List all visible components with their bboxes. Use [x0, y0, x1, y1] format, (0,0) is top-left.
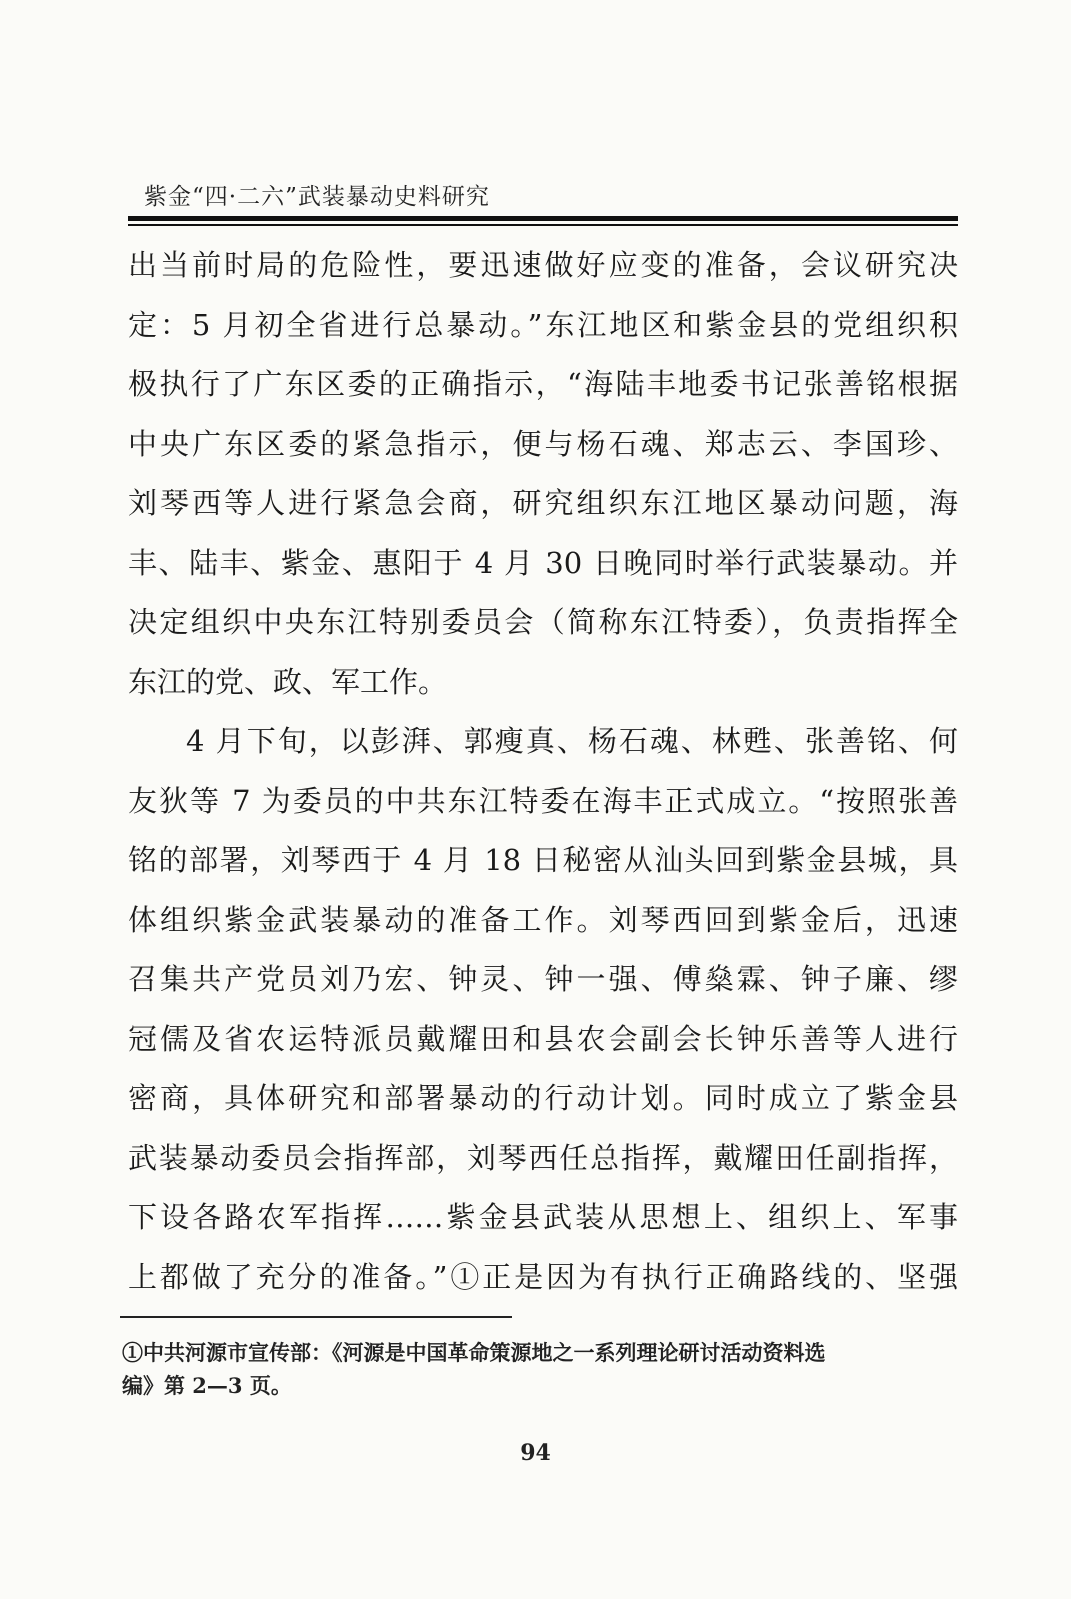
text-line: 中央广东区委的紧急指示，便与杨石魂、郑志云、李国珍、: [128, 426, 958, 461]
text-line: 4 月下旬，以彭湃、郭瘦真、杨石魂、林甦、张善铭、何: [186, 724, 958, 758]
text-line: 上都做了充分的准备。”①正是因为有执行正确路线的、坚强: [128, 1259, 958, 1294]
text-line: 友狄等 7 为委员的中共东江特委在海丰正式成立。“按照张善: [128, 783, 958, 818]
text-line: 体组织紫金武装暴动的准备工作。刘琴西回到紫金后，迅速: [128, 902, 958, 937]
text-line: 东江的党、政、军工作。: [128, 664, 448, 699]
header-rule-thin: [128, 224, 958, 226]
body-text: [128, 236, 958, 1307]
page-number: 94: [520, 1440, 551, 1466]
text-line: 定：5 月初全省进行总暴动。”东江地区和紫金县的党组织积: [128, 307, 958, 342]
footnote-line: ①中共河源市宣传部：《河源是中国革命策源地之一系列理论研讨活动资料选: [122, 1340, 826, 1365]
text-line: 武装暴动委员会指挥部，刘琴西任总指挥，戴耀田任副指挥，: [128, 1140, 958, 1175]
header-rule: [128, 216, 958, 221]
text-line: 决定组织中央东江特别委员会（简称东江特委），负责指挥全: [128, 605, 958, 639]
text-line: 密商，具体研究和部署暴动的行动计划。同时成立了紫金县: [128, 1081, 958, 1115]
text-line: 召集共产党员刘乃宏、钟灵、钟一强、傅燊霖、钟子廉、缪: [128, 962, 958, 996]
text-line: 铭的部署，刘琴西于 4 月 18 日秘密从汕头回到紫金县城，具: [128, 843, 958, 877]
footnote-line: 编》第 2—3 页。: [122, 1373, 292, 1398]
text-line: 出当前时局的危险性，要迅速做好应变的准备，会议研究决: [128, 248, 958, 282]
running-header: 紫金“四·二六”武装暴动史料研究: [144, 184, 490, 210]
text-line: 刘琴西等人进行紧急会商，研究组织东江地区暴动问题，海: [128, 486, 958, 520]
text-line: 极执行了广东区委的正确指示，“海陆丰地委书记张善铭根据: [128, 367, 958, 401]
text-line: 丰、陆丰、紫金、惠阳于 4 月 30 日晚同时举行武装暴动。并: [128, 545, 958, 580]
footnote: [122, 1336, 942, 1402]
text-line: 下设各路农军指挥……紫金县武装从思想上、组织上、军事: [128, 1200, 958, 1234]
text-line: 冠儒及省农运特派员戴耀田和县农会副会长钟乐善等人进行: [128, 1021, 958, 1056]
footnote-rule: [120, 1316, 512, 1318]
